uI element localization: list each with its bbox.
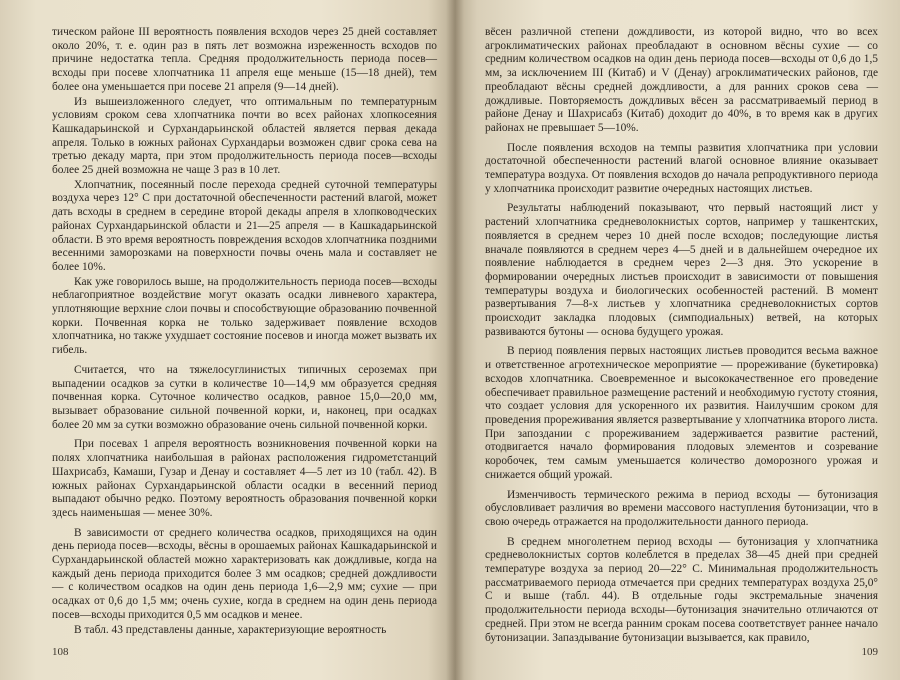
paragraph: Изменчивость термического режима в период всходы — бутонизация обусловливает различия во времени массового наступления бутонизации, что в свою очередь отражается на продолжительности данного периода. [485, 488, 878, 528]
paragraph: При посевах 1 апреля вероятность возникновения почвенной корки на полях хлопчатника наибольшая в районах расположения гидрометстанций Шахрисабз, Камаши, Гузар и Денау и составляет 4—5 лет из 10 (табл. 42). В южных районах Сурхандарьинской области осадки в весенний период выпадают обычно редко. Поэтому вероятность образования почвенной корки здесь наименьшая — менее 30%. [52, 438, 437, 519]
right-page [455, 0, 900, 680]
paragraph: Как уже говорилось выше, на продолжительность периода посев—всходы неблагоприятное воздействие могут оказать осадки ливневого характера, уплотняющие верхние слои почвы и способствующие образованию почвенной корки. Почвенная корка не только задерживает появление всходов хлопчатника, но также ухудшает состояние посевов и иногда может вызвать их гибель. [52, 275, 437, 357]
paragraph: Из вышеизложенного следует, что оптимальным по температурным условиям сроком сева хлопчатника почти во всех районах хлопкосеяния Кашкадарьинской и Сурхандарьинской областей является первая декада апреля. Только в южных районах Сурхандарьи возможен сдвиг срока сева на третью декаду марта, при этом продолжительность периода посев—всходы более 25 дней возможна не чаще 3 раз в 10 лет. [52, 95, 437, 177]
page-number: 109 [861, 646, 878, 658]
paragraph: Хлопчатник, посеянный после перехода средней суточной температуры воздуха через 12° С при достаточной обеспеченности растений влагой, может дать всходы в среднем в середине второй декады апреля в хлопководческих районах Сурхандарьинской области и 21—25 апреля — в Кашкадарьинской области. В это время вероятность повреждения всходов хлопчатника поздними весенними заморозками на поверхности почвы очень мала и составляет не более 10%. [52, 178, 437, 273]
paragraph: В среднем многолетнем период всходы — бутонизация у хлопчатника средневолокнистых сортов колеблется в пределах 38—45 дней при средней температуре воздуха за период 20—22° С. Минимальная продолжительность рассматриваемого периода отмечается при средних температурах воздуха 25,0° С и выше (табл. 44). В отдельные годы экстремальные значения продолжительности периода всходы—бутонизация значительно отличаются от средней. При этом не всегда ранним срокам посева соответствует раннее начало бутонизации. Запаздывание бутонизации вызывается, как правило, [485, 535, 878, 644]
paragraph: Результаты наблюдений показывают, что первый настоящий лист у растений хлопчатника средневолокнистых сортов, например у ташкентских, появляется в среднем через 10 дней после всходов; последующие листья вначале появляются в среднем через 4—5 дней и в дальнейшем очередное их появление наблюдается в среднем через 2—3 дня. Это ускорение в формировании очередных листьев происходит в зависимости от повышения температуры воздуха и биологических особенностей растений. В момент развертывания 7—8-х листьев у хлопчатника средневолокнистых сортов происходит закладка плодовых (симподиальных) ветвей, на которых развиваются бутоны — основа будущего урожая. [485, 202, 878, 338]
page-number: 108 [52, 646, 69, 658]
paragraph: вёсен различной степени дождливости, из которой видно, что во всех агроклиматических районах преобладают в основном вёсны сухие — со средним количеством осадков на один день периода посев—всходы от 0,6 до 1,5 мм, за исключением III (Китаб) и V (Денау) агроклиматических районов, где преобладают вёсны средней дождливости, а для ранних сроков сева — дождливые. Повторяемость дождливых вёсен за рассматриваемый период в районе Денау и Шахрисабз (Китаб) доходит до 40%, в то время как в других районах не превышает 5—10%. [485, 26, 878, 134]
paragraph: Считается, что на тяжелосуглинистых типичных сероземах при выпадении осадков за сутки в количестве 10—14,9 мм образуется средняя почвенная корка. Суточное количество осадков, равное 15,0—20,0 мм, вызывает образование сильной почвенной корки, и, наконец, при осадках более 20 мм за сутки возможно образование очень сильной почвенной корки. [52, 363, 437, 431]
paragraph: В зависимости от среднего количества осадков, приходящихся на один день периода посев—всходы, вёсны в орошаемых районах Кашкадарьинской и Сурхандарьинской областей можно характеризовать как дождливые, когда на каждый день периода приходится более 3 мм осадков; средней дождливости — с количеством осадков на один день периода 1,6—2,9 мм; сухие — при осадках от 0,6 до 1,5 мм; очень сухие, когда в среднем на один день периода посев—всходы приходится 0,5 мм осадков и менее. [52, 526, 437, 621]
book-gutter [446, 0, 464, 680]
paragraph: тическом районе III вероятность появления всходов через 25 дней составляет около 20%, т. е. один раз в пять лет возможна изреженность всходов по причине недостатка тепла. Средняя продолжительность периода посев—всходы при посеве хлопчатника 11 апреля еще меньше (15—18 дней), тем более она уменьшается при посеве 21 апреля (9—14 дней). [52, 26, 437, 93]
paragraph: После появления всходов на темпы развития хлопчатника при условии достаточной обеспеченности растений влагой основное влияние оказывает температура воздуха. От появления всходов до начала репродуктивного периода у хлопчатника происходит развитие очередных настоящих листьев. [485, 141, 878, 195]
paragraph: В период появления первых настоящих листьев проводится весьма важное и ответственное агротехническое мероприятие — прореживание (букетировка) всходов хлопчатника. Своевременное и высококачественное его проведение обеспечивает правильное размещение растений и необходимую густоту стояния, что создает условия для ускоренного их развития. Наилучшим сроком для проведения прореживания является развертывание у хлопчатника второго листа. При запоздании с прореживанием задерживается развитие растений, отодвигается начало формирования плодовых элементов и созревание коробочек, тем самым уменьшается количество доморозного урожая и снижается общий урожай. [485, 345, 878, 481]
paragraph: В табл. 43 представлены данные, характеризующие вероятность [74, 623, 387, 636]
